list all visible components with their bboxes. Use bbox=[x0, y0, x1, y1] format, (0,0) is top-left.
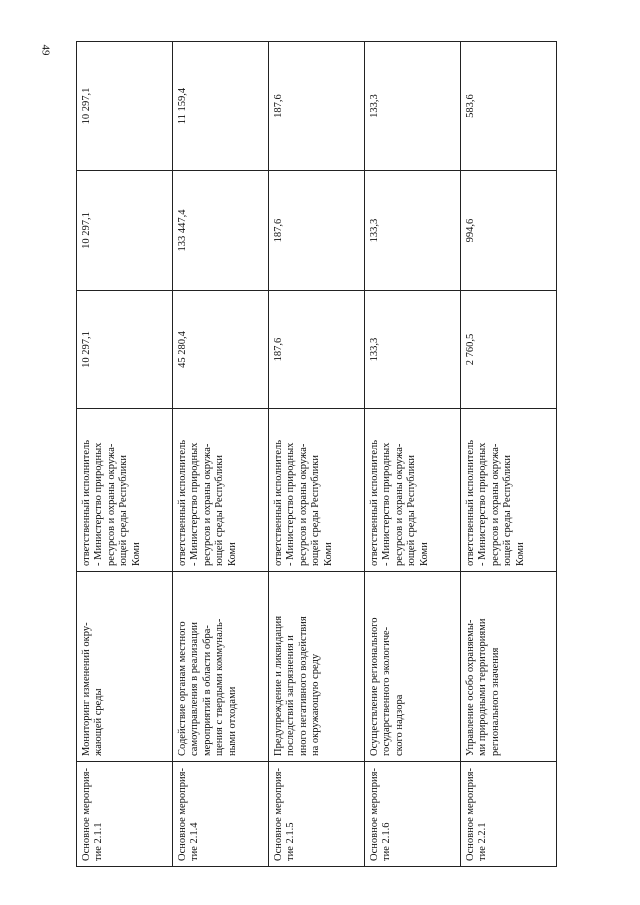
table-row bbox=[365, 42, 461, 867]
program-events-table bbox=[76, 41, 557, 867]
value-cell-3: 187,6 bbox=[269, 42, 365, 171]
value-cell-1: 187,6 bbox=[269, 291, 365, 409]
value-cell-1: 45 280,4 bbox=[173, 291, 269, 409]
value-cell-3: 10 297,1 bbox=[77, 42, 173, 171]
table-row bbox=[173, 42, 269, 867]
value-cell-1: 10 297,1 bbox=[77, 291, 173, 409]
value-cell-2: 133,3 bbox=[365, 171, 461, 291]
value-cell-3: 583,6 bbox=[461, 42, 557, 171]
table-row bbox=[269, 42, 365, 867]
executor-cell: ответственный исполнитель - Министерство природных ресурсов и охраны окружа- ющей среды Республики Коми bbox=[77, 409, 173, 572]
rotated-table-frame bbox=[76, 42, 556, 867]
event-cell: Основное мероприя- тие 2.2.1 bbox=[461, 762, 557, 867]
event-name-cell: Мониторинг изменений окру- жающей среды bbox=[77, 572, 173, 762]
event-cell: Основное мероприя- тие 2.1.6 bbox=[365, 762, 461, 867]
executor-cell: ответственный исполнитель - Министерство природных ресурсов и охраны окружа- ющей среды Республики Коми bbox=[461, 409, 557, 572]
value-cell-3: 11 159,4 bbox=[173, 42, 269, 171]
table-body bbox=[77, 42, 557, 867]
value-cell-2: 10 297,1 bbox=[77, 171, 173, 291]
table-row bbox=[77, 42, 173, 867]
event-name-cell: Осуществление регионального государственного экологиче- ского надзора bbox=[365, 572, 461, 762]
value-cell-2: 994,6 bbox=[461, 171, 557, 291]
executor-cell: ответственный исполнитель - Министерство природных ресурсов и охраны окружа- ющей среды Республики Коми bbox=[269, 409, 365, 572]
executor-cell: ответственный исполнитель - Министерство природных ресурсов и охраны окружа- ющей среды Республики Коми bbox=[365, 409, 461, 572]
value-cell-2: 133 447,4 bbox=[173, 171, 269, 291]
value-cell-3: 133,3 bbox=[365, 42, 461, 171]
executor-cell: ответственный исполнитель - Министерство природных ресурсов и охраны окружа- ющей среды Республики Коми bbox=[173, 409, 269, 572]
event-name-cell: Предупреждение и ликвидация последствий загрязнения и иного негативного воздействия на окружающую среду bbox=[269, 572, 365, 762]
event-name-cell: Управление особо охраняемы- ми природными территориями регионального значения bbox=[461, 572, 557, 762]
page-number: 49 bbox=[39, 44, 52, 56]
event-cell: Основное мероприя- тие 2.1.5 bbox=[269, 762, 365, 867]
table-container bbox=[76, 42, 556, 867]
value-cell-1: 2 760,5 bbox=[461, 291, 557, 409]
value-cell-2: 187,6 bbox=[269, 171, 365, 291]
value-cell-1: 133,3 bbox=[365, 291, 461, 409]
event-name-cell: Содействие органам местного самоуправления в реализации мероприятий в области обра- щения с твердыми коммуналь- ными отходами bbox=[173, 572, 269, 762]
table-row bbox=[461, 42, 557, 867]
event-cell: Основное мероприя- тие 2.1.4 bbox=[173, 762, 269, 867]
event-cell: Основное мероприя- тие 2.1.1 bbox=[77, 762, 173, 867]
